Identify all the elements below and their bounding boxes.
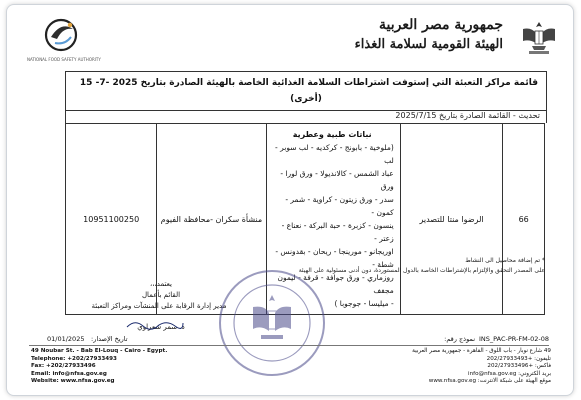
registration-code: 10951100250 [83,214,140,224]
row-number: 66 [518,214,529,224]
row-number-cell [503,124,545,315]
form-number-label: نموذج رقم: [444,335,475,343]
update-line [65,109,547,123]
footer-line: Fax: +202/27933496 [31,363,96,370]
egypt-eagle-emblem-icon [519,19,559,57]
note-line: * تم إضافة محاصيل الى النشاط [465,257,545,264]
products-line: - ميليسا - جوجوبا ) [334,299,394,308]
company-name: الرضوا منتا للتصدير [419,214,484,224]
issue-date: 01/01/2025 [47,335,85,343]
note-line: على المصدر التحقق والإلتزام بالإشتراطات الخاصة بالدول المستوردة، دون أدنى مسئولية على الهيئة [298,267,545,274]
issue-date-label: تاريخ الإصدار: [91,335,128,343]
footer-line: تليفون: +202/27933493 [486,355,551,362]
products-line: روزماري - ورق جوافة - قرفة - ليمون مجفف [277,273,394,295]
footer-contact-en [31,348,167,386]
signature-name: د. سمر شعراوي [137,323,185,331]
document-page [6,4,574,396]
footer-line: Email: info@nfsa.gov.eg [31,370,107,377]
footer-line: فاكس: +202/27933496 [487,363,551,370]
footer-line: Website: www.nfsa.gov.eg [31,378,115,385]
update-text: تحديث - القائمة الصادرة بتاريخ 2025/7/15 [395,111,540,120]
signature-approve: يعتمد،،، [150,280,172,288]
logo-caption: NATIONAL FOOD SAFETY AUTHORITY [27,57,101,62]
products-title: نباتات طبية وعطرية [292,130,372,139]
footer-contact-ar [412,348,551,386]
footer-line: 49 Noubar St. - Bab El-Louq - Cairo - Egypt. [31,348,168,354]
footer-line: Telephone: +202/27933493 [31,355,117,362]
products-line: ينسون - كزبرة - حبة البركة - نعناع - زعتر - [281,221,394,243]
nfsa-logo-icon [33,15,89,55]
products-line: اوريجانو - مورينجا - ريحان - بقدونس - شطة - [275,247,394,269]
header-subtitle: الهيئة القومية لسلامة الغذاء [354,37,503,52]
signature-title: مدير إدارة الرقابة على المنشآت ومراكز التعبئة [91,302,227,310]
products-line: سدر - ورق زيتون - كراوية - شمر - كمون - [285,195,394,217]
document-title: قائمة مراكز التعبئة التي إستوفت اشتراطات السلامة الغذائية الخاصة بالهيئة الصادرة بتاريخ 2025 -7- 15 [79,78,538,88]
document-category: (أخرى) [290,94,322,104]
company-cell [400,124,503,315]
document-title-box [65,71,547,111]
official-stamp-icon [213,267,331,379]
footer-line: 49 شارع نوبار - باب اللوق - القاهرة - جمهورية مصر العربية [412,348,551,354]
header-title: جمهورية مصر العربية [379,17,503,33]
form-number: INS_PAC-PR-FM-02-08 [479,335,549,343]
handwritten-signature-icon [125,317,185,331]
footer-divider [29,345,549,346]
footer-line: موقع الهيئة على شبكة الانترنت: www.nfsa.gov.eg [428,378,551,385]
products-line: (ملوخية - بابونج - كركديه - لب سوبر - لب [275,143,394,165]
products-line: عباد الشمس - كالانديولا - ورق لورا - ورق [280,169,394,191]
signature-role: القائم بأعمال [141,291,181,299]
footer-line: بريد الكتروني: info@nfsa.gov.eg [468,370,551,377]
site-name: منشأة سكران -محافظة الفيوم [160,214,263,224]
